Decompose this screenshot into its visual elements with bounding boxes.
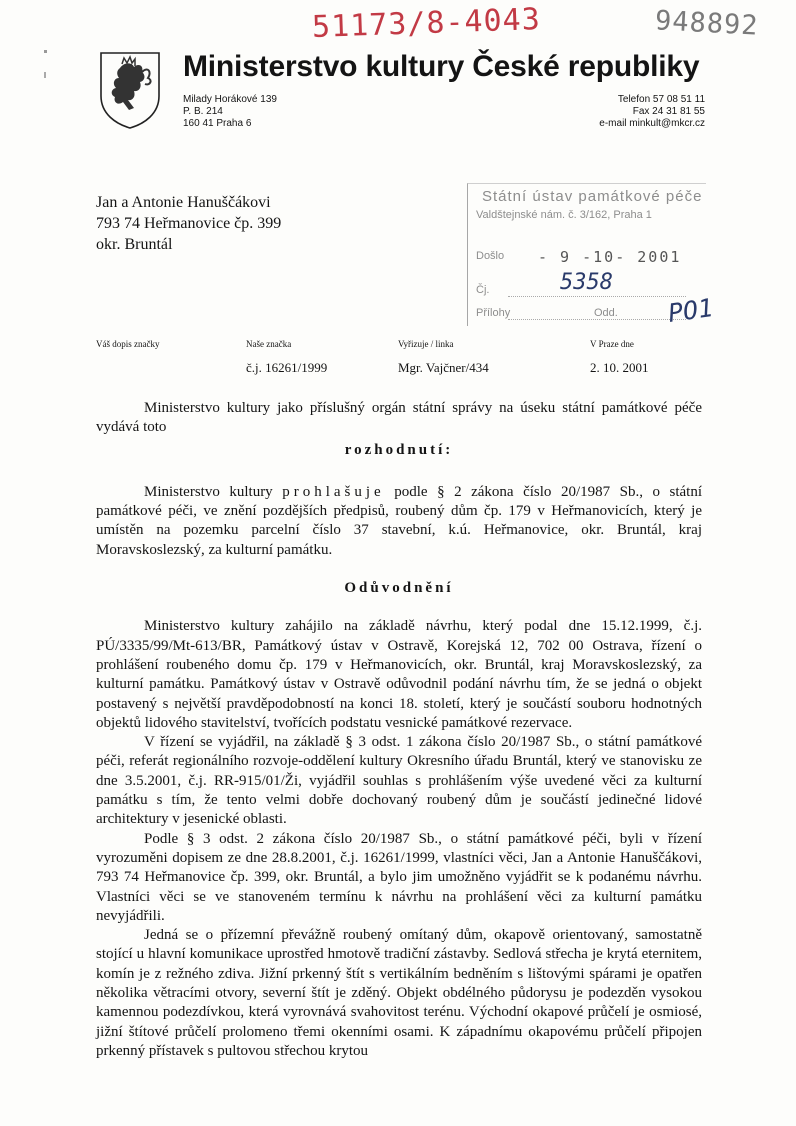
handwritten-number: 948892 (654, 5, 760, 42)
letter-body (96, 399, 702, 1061)
letter-date: 2. 10. 2001 (590, 360, 649, 375)
reasoning-paragraph: Ministerstvo kultury zahájilo na základě návrhu, který podal dne 15.12.1999, č.j. PÚ/3335/99/Mt-613/BR, Památkový ústav v Ostravě, Korejská 12, 702 00 Ostrava, řízení o prohlášení roubeného domu čp. 179 v Heřmanovicích, okr. Bruntál, kraj Moravskoslezský, za kulturní památku. Památkový ústav v Ostravě odůvodnil podání návrhu tím, že se jedná o objekt postavený s největší pravděpodobností na konci 18. století, který je součástí souboru hodnotných objektů lidového stavitelství, tvořících podstatu vesnické památkové rezervace. (96, 618, 702, 731)
stamp-number: 5358 (560, 270, 613, 295)
phone: Telefon 57 08 51 11 (617, 94, 705, 105)
decision-start: Ministerstvo kultury (144, 483, 273, 500)
decision-heading: rozhodnutí: (344, 441, 454, 458)
handled-label: Vyřizuje / linka (398, 339, 454, 349)
ministry-contact (599, 94, 705, 130)
our-ref: č.j. 16261/1999 (246, 360, 328, 375)
handwritten-reference: 51173/8-4043 (311, 2, 542, 45)
scan-speck (44, 50, 47, 53)
stamp-name: Státní ústav památkové péče (482, 188, 703, 205)
stamp-received-label: Došlo (476, 250, 505, 262)
reasoning-paragraph: Podle § 3 odst. 2 zákona číslo 20/1987 Sb., o státní památkové péči, byli v řízení vyrozuměni dopisem ze dne 28.8.2001, č.j. 16261/1999, vlastníci věci, Jan a Antonie Hanuščákovi, 793 74 Heřmanovice čp. 399, okr. Bruntál, a bylo jim umožněno vyjádřit se k podanému návrhu. Vlastníci věci se ve stanoveném termínu k návrhu na prohlášení věci za kulturní památku nevyjádřili. (96, 830, 702, 924)
reasoning-paragraph: Jedná se o přízemní převážně roubený omítaný dům, okapově orientovaný, samostatně stojící u hlavní komunikace uprostřed hmotově tradiční zástavby. Sedlová střecha je krytá eternitem, komín je z režného zdiva. Jižní prkenný štít s vertikálním bedněním s lištovými spárami je opatřen několika větracími otvory, severní štít je zděný. Objekt obdélného půdorysu je podezděn vysokou kamennou podezdívkou, která vyrovnává svahovitost terénu. Východní okapové průčelí je osmiosé, jižní štítové průčelí prolomeno třemi okenními osami. K západnímu okapovému průčelí připojen prkenný přístavek s pultovou střechou krytou (96, 927, 702, 1059)
recipient-address (96, 192, 281, 255)
our-ref-label: Naše značka (246, 339, 292, 349)
reasoning-heading: Odůvodnění (344, 580, 454, 597)
reasoning-paragraph: V řízení se vyjádřil, na základě § 3 odst. 1 zákona číslo 20/1987 Sb., o státní památkové péči, referát regionálního rozvoje-oddělení kultury Okresního úřadu Bruntál, který ve stanovisku ze dne 3.5.2001, č.j. RR-915/01/Ži, vyjádřil souhlas s prohlášením výše uvedené věci za kulturní památku s tím, že tento velmi dobře dochovaný roubený dům je součástí jedinečné lidové architektury v jesenické oblasti. (96, 734, 702, 828)
fax: Fax 24 31 81 55 (632, 106, 705, 117)
date-label: V Praze dne (590, 339, 634, 349)
stamp-attachments-label: Přílohy (476, 307, 511, 319)
czech-lion-icon (98, 50, 162, 130)
stamp-dotted-line (508, 319, 686, 320)
recipient-line: okr. Bruntál (96, 236, 173, 253)
your-ref-label: Váš dopis značky (96, 339, 160, 349)
intro-paragraph: Ministerstvo kultury jako příslušný orgán státní správy na úseku státní památkové péče vydává toto (96, 400, 702, 436)
ministry-address (183, 94, 277, 130)
stamp-received-date: - 9 -10- 2001 (538, 248, 682, 266)
handwritten-po-mark: PO1 (666, 292, 715, 329)
decision-rest: podle § 2 zákona číslo 20/1987 Sb., o státní památkové péči, ve znění pozdějších předpisů, roubený dům čp. 179 v Heřmanovicích, který je umístěn na pozemku parcelní číslo 37 stavební, k.ú. Heřmanovice, okr. Bruntál, kraj Moravskoslezský, za kulturní památku. (96, 483, 703, 558)
stamp-address: Valdštejnské nám. č. 3/162, Praha 1 (476, 209, 652, 221)
email: e-mail minkult@mkcr.cz (599, 118, 705, 129)
address-line: 160 41 Praha 6 (183, 118, 252, 129)
decision-paragraph (96, 483, 702, 560)
stamp-sheets-label: Odd. (594, 307, 618, 319)
recipient-line: Jan a Antonie Hanuščákovi (96, 194, 271, 211)
address-line: P. B. 214 (183, 106, 223, 117)
stamp-cj-label: Čj. (476, 284, 490, 296)
recipient-line: 793 74 Heřmanovice čp. 399 (96, 215, 282, 232)
stamp-dotted-line (508, 296, 686, 297)
decision-verb: prohlašuje (282, 483, 385, 500)
address-line: Milady Horákové 139 (183, 94, 277, 105)
ministry-title: Ministerstvo kultury České republiky (183, 50, 700, 83)
scan-speck (44, 72, 46, 78)
handled-by: Mgr. Vajčner/434 (398, 360, 489, 375)
